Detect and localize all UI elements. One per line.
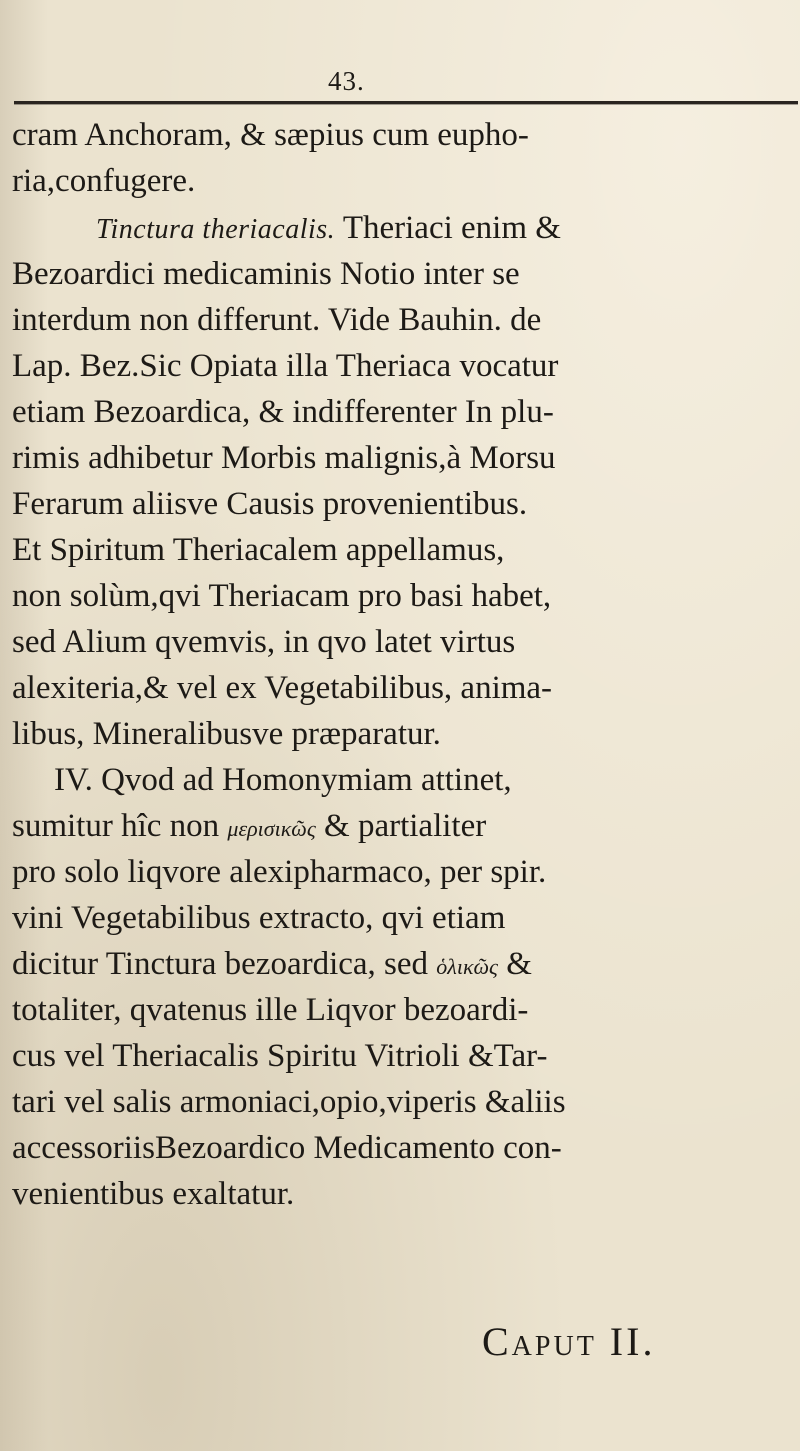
chapter-heading: Caput II. xyxy=(482,1319,656,1364)
text-line xyxy=(12,1171,294,1217)
text-line xyxy=(12,1033,547,1079)
line-text: & xyxy=(506,946,532,982)
text-line xyxy=(12,849,546,895)
line-text: sed Alium qvemvis, in qvo latet virtus xyxy=(12,624,516,660)
line-text: Et Spiritum Theriacalem appellamus, xyxy=(12,532,505,568)
line-text: etiam Bezoardica, & indifferenter In plu- xyxy=(12,394,554,430)
line-text: sumitur hîc non xyxy=(12,808,220,844)
line-text: ria,confugere. xyxy=(12,163,196,199)
text-line xyxy=(54,757,512,803)
line-text: accessoriisBezoardico Medicamento con- xyxy=(12,1130,562,1166)
line-text: Ferarum aliisve Causis provenientibus. xyxy=(12,486,528,522)
line-text: dicitur Tinctura bezoardica, sed xyxy=(12,946,429,982)
text-line xyxy=(12,1125,562,1171)
greek-word: μερισικῶς xyxy=(227,816,316,841)
line-text: non solùm,qvi Theriacam pro basi habet, xyxy=(12,578,552,614)
text-line xyxy=(12,297,541,343)
text-line xyxy=(12,343,558,389)
text-line xyxy=(12,895,505,941)
italic-heading: Tinctura theriacalis. xyxy=(96,214,336,245)
text-line xyxy=(12,158,195,204)
line-text: libus, Mineralibusve præparatur. xyxy=(12,716,441,752)
text-line xyxy=(12,711,441,757)
line-text: IV. Qvod ad Homonymiam attinet, xyxy=(54,762,512,798)
text-line xyxy=(12,573,551,619)
text-line xyxy=(12,527,504,573)
line-text: alexiteria,& vel ex Vegetabilibus, anima- xyxy=(12,670,553,706)
line-text: Bezoardici medicaminis Notio inter se xyxy=(12,256,520,292)
greek-word: ὁλικῶς xyxy=(436,954,498,979)
text-line xyxy=(12,1079,566,1125)
text-line xyxy=(12,251,520,297)
text-line xyxy=(12,803,486,849)
line-text: venientibus exaltatur. xyxy=(12,1176,295,1212)
line-text: totaliter, qvatenus ille Liqvor bezoardi- xyxy=(12,992,529,1028)
line-text: Lap. Bez.Sic Opiata illa Theriaca vocatur xyxy=(12,348,559,384)
header-rule xyxy=(14,101,798,104)
text-line xyxy=(12,389,554,435)
text-line xyxy=(12,987,528,1033)
page-number: 43. xyxy=(328,66,365,96)
text-line xyxy=(12,941,532,987)
text-line xyxy=(96,205,561,251)
line-text: vini Vegetabilibus extracto, qvi etiam xyxy=(12,900,506,936)
line-text: rimis adhibetur Morbis malignis,à Morsu xyxy=(12,440,556,476)
line-text: cram Anchoram, & sæpius cum eupho- xyxy=(12,117,529,153)
text-line xyxy=(12,112,529,158)
line-text: interdum non differunt. Vide Bauhin. de xyxy=(12,302,542,338)
line-text: cus vel Theriacalis Spiritu Vitrioli &Tar- xyxy=(12,1038,548,1074)
text-line xyxy=(12,665,552,711)
text-line xyxy=(12,481,527,527)
line-text: Theriaci enim & xyxy=(342,210,561,246)
text-line xyxy=(12,619,515,665)
line-text: tari vel salis armoniaci,opio,viperis &aliis xyxy=(12,1084,566,1120)
line-text: pro solo liqvore alexipharmaco, per spir. xyxy=(12,854,547,890)
text-line xyxy=(12,435,556,481)
line-text: & partialiter xyxy=(324,808,487,844)
